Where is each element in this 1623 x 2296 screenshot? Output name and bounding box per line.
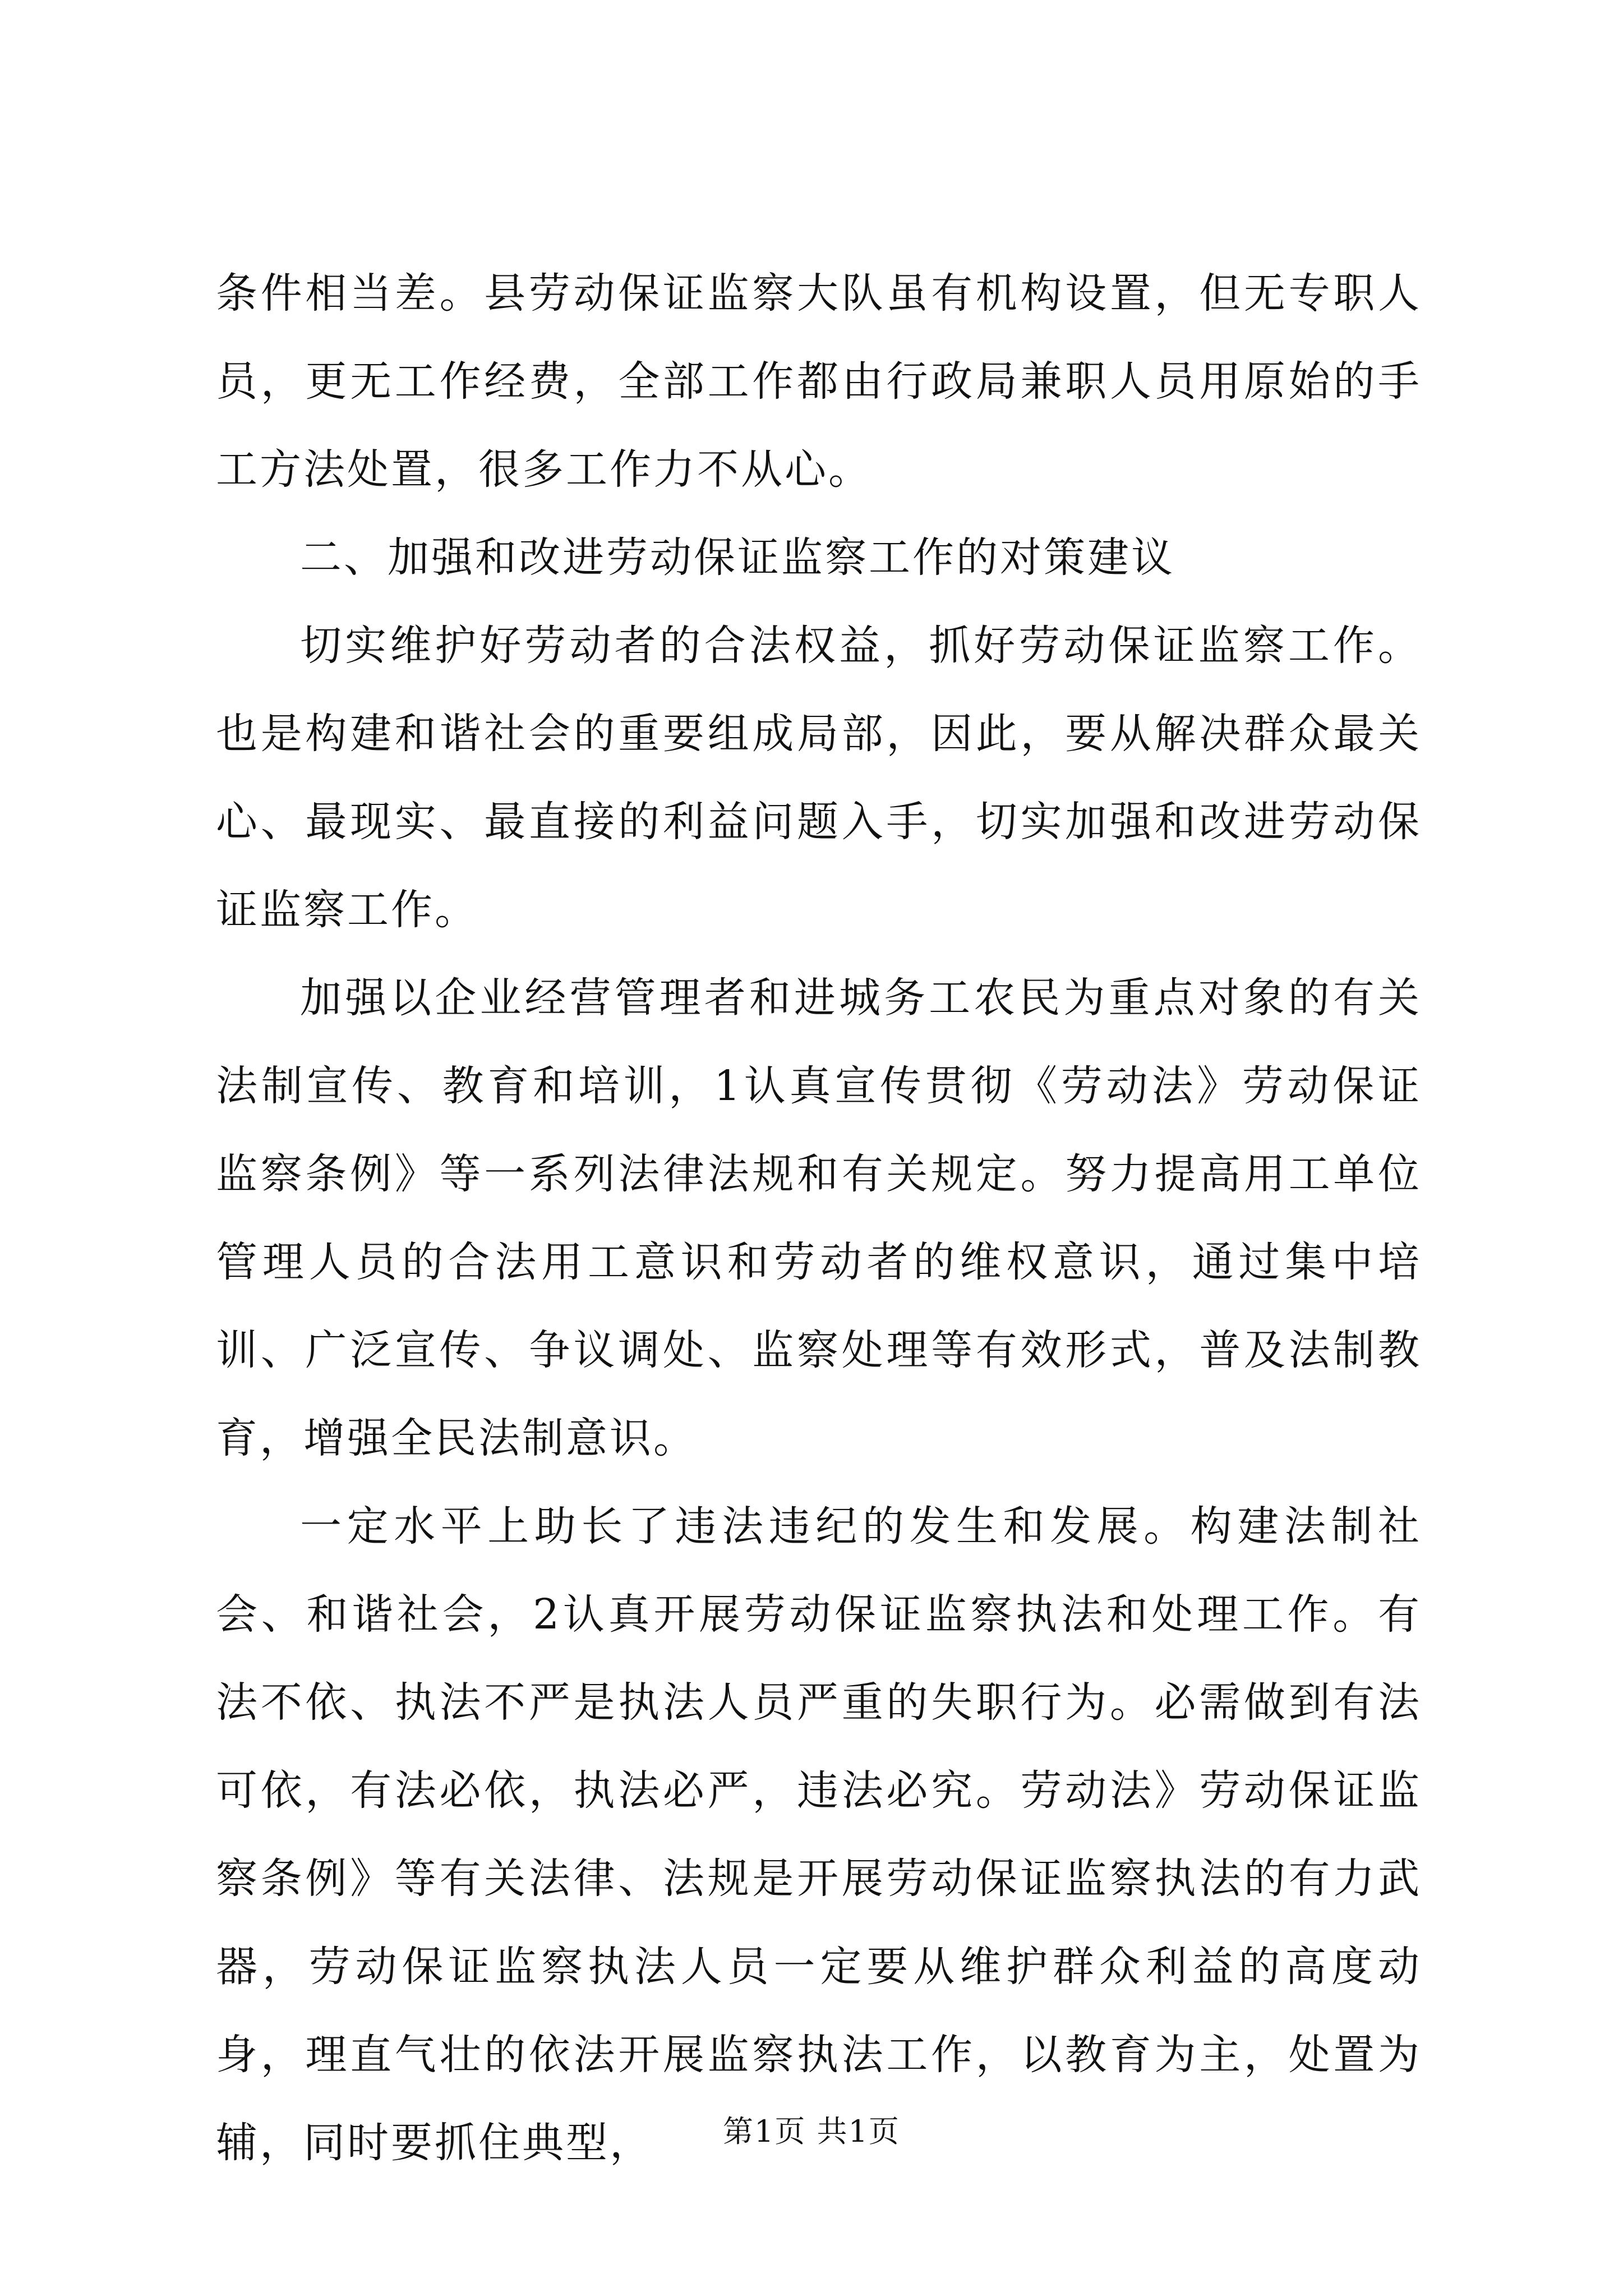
page-number: 第1页 共1页: [723, 2114, 900, 2149]
paragraph-4: 加强以企业经营管理者和进城务工农民为重点对象的有关法制宣传、教育和培训，1认真宣传贯彻《劳动法》劳动保证监察条例》等一系列法律法规和有关规定。努力提高用工单位管理人员的合法用工意识和劳动者的维权意识，通过集中培训、广泛宣传、争议调处、监察处理等有效形式，普及法制教育，增强全民法制意识。: [216, 974, 1422, 1462]
section-heading: 二、加强和改进劳动保证监察工作的对策建议: [300, 533, 1175, 582]
paragraph-5: 一定水平上助长了违法违纪的发生和发展。构建法制社会、和谐社会，2认真开展劳动保证监察执法和处理工作。有法不依、执法不严是执法人员严重的失职行为。必需做到有法可依，有法必依，执法必严，违法必究。劳动法》劳动保证监察条例》等有关法律、法规是开展劳动保证监察执法的有力武器，劳动保证监察执法人员一定要从维护群众利益的高度动身，理直气壮的依法开展监察执法工作，以教育为主，处置为辅，同时要抓住典型，: [216, 1502, 1422, 2167]
paragraph-3: 切实维护好劳动者的合法权益，抓好劳动保证监察工作。也是构建和谐社会的重要组成局部，因此，要从解决群众最关心、最现实、最直接的利益问题入手，切实加强和改进劳动保证监察工作。: [216, 622, 1422, 934]
page-footer: [0, 2112, 1623, 2151]
paragraph-1: 条件相当差。县劳动保证监察大队虽有机构设置，但无专职人员，更无工作经费，全部工作都由行政局兼职人员用原始的手工方法处置，很多工作力不从心。: [216, 269, 1422, 494]
document-body: [216, 250, 1422, 2187]
